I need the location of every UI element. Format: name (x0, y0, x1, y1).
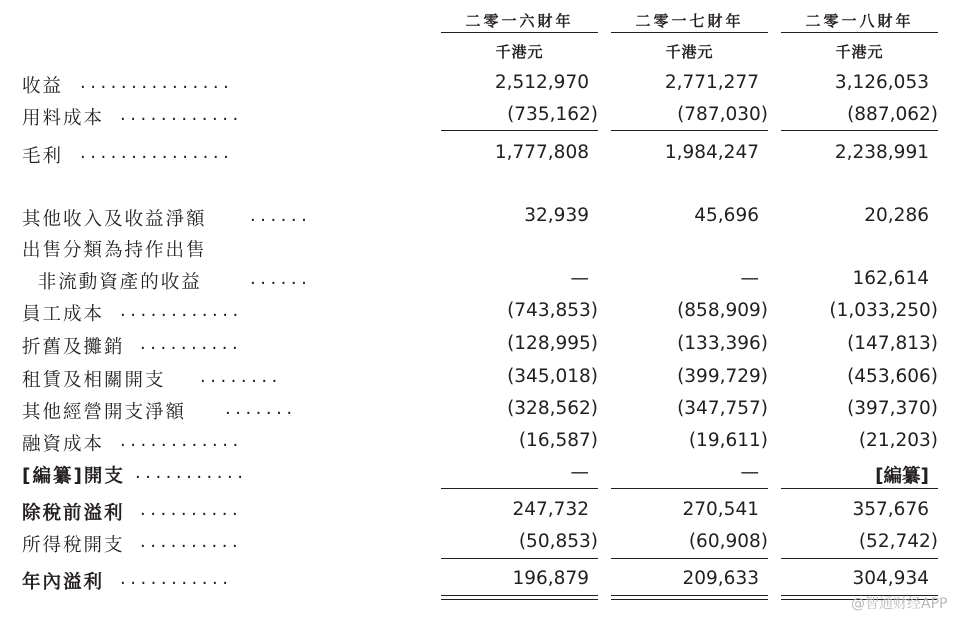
value-fy2017: (60,908) (688, 531, 768, 552)
subtotal-rule (781, 130, 938, 131)
value-fy2017: (858,909) (677, 300, 768, 321)
value-fy2016: 1,777,808 (494, 142, 589, 163)
row-label: 融資成本 (22, 434, 105, 455)
subtotal-rule (441, 130, 598, 131)
value-fy2016: (328,562) (507, 398, 598, 419)
header-rule (611, 32, 768, 33)
value-fy2017: 209,633 (682, 568, 759, 589)
value-fy2018: 304,934 (852, 568, 929, 589)
watermark: @智通财经APP (851, 596, 948, 612)
col-header-fy2018: 二零一八財年 (805, 12, 914, 30)
value-fy2017: (787,030) (677, 104, 768, 125)
leader-dots: ............... (80, 142, 234, 163)
row-label: 用料成本 (22, 108, 105, 129)
value-fy2016: (128,995) (507, 333, 598, 354)
value-fy2018: 162,614 (852, 268, 929, 289)
row-label: 出售分類為持作出售 (22, 240, 207, 261)
subtotal-rule (611, 558, 768, 559)
value-fy2016: (743,853) (507, 300, 598, 321)
col-unit-fy2017: 千港元 (665, 43, 714, 61)
value-fy2018: (52,742) (858, 531, 938, 552)
leader-dots: ....... (225, 398, 297, 419)
value-fy2018: 2,238,991 (834, 142, 929, 163)
value-fy2018: (147,813) (847, 333, 938, 354)
value-fy2018: 357,676 (852, 499, 929, 520)
value-fy2017: (347,757) (677, 398, 768, 419)
row-label: 非流動資產的收益 (22, 272, 202, 293)
leader-dots: ............ (120, 430, 243, 451)
leader-dots: .......... (140, 531, 243, 552)
row-label: 毛利 (22, 146, 64, 167)
value-fy2018: (887,062) (847, 104, 938, 125)
row-label: 其他經營開支淨額 (22, 402, 187, 423)
value-fy2017: 1,984,247 (664, 142, 759, 163)
row-label: 除稅前溢利 (22, 503, 125, 524)
leader-dots: ...... (250, 205, 312, 226)
value-fy2016: (735,162) (507, 104, 598, 125)
col-unit-fy2018: 千港元 (835, 43, 884, 61)
total-double-rule (441, 595, 598, 600)
value-fy2018: (397,370) (847, 398, 938, 419)
value-fy2016: 2,512,970 (494, 72, 589, 93)
subtotal-rule (611, 488, 768, 489)
header-rule (441, 32, 598, 33)
value-fy2017: — (740, 268, 759, 289)
row-label: 租賃及相關開支 (22, 370, 166, 391)
row-label: 員工成本 (22, 304, 105, 325)
row-label: 收益 (22, 76, 64, 97)
value-fy2017: (19,611) (688, 430, 768, 451)
subtotal-rule (611, 130, 768, 131)
row-label: 折舊及攤銷 (22, 337, 125, 358)
value-fy2017: (399,729) (677, 366, 768, 387)
value-fy2016: (16,587) (518, 430, 598, 451)
leader-dots: ........... (135, 462, 248, 483)
value-fy2017: 270,541 (682, 499, 759, 520)
col-header-fy2017: 二零一七財年 (635, 12, 744, 30)
value-fy2016: — (570, 268, 589, 289)
subtotal-rule (781, 488, 938, 489)
value-fy2017: 45,696 (694, 205, 759, 226)
value-fy2018: (1,033,250) (829, 300, 938, 321)
value-fy2017: (133,396) (677, 333, 768, 354)
total-double-rule (611, 595, 768, 600)
value-fy2018: (21,203) (858, 430, 938, 451)
leader-dots: ........ (200, 366, 282, 387)
row-label: 其他收入及收益淨額 (22, 209, 207, 230)
value-fy2016: (50,853) (518, 531, 598, 552)
header-rule (781, 32, 938, 33)
leader-dots: ............ (120, 104, 243, 125)
value-fy2016: 196,879 (512, 568, 589, 589)
value-fy2018: 20,286 (864, 205, 929, 226)
subtotal-rule (781, 558, 938, 559)
leader-dots: .......... (140, 333, 243, 354)
value-fy2016: (345,018) (507, 366, 598, 387)
leader-dots: ............... (80, 72, 234, 93)
value-fy2016: — (570, 462, 589, 483)
subtotal-rule (441, 558, 598, 559)
leader-dots: ............ (120, 300, 243, 321)
leader-dots: ...... (250, 268, 312, 289)
leader-dots: ........... (120, 568, 233, 589)
row-label: [編纂]開支 (22, 466, 125, 487)
subtotal-rule (441, 488, 598, 489)
value-fy2018: (453,606) (847, 366, 938, 387)
value-fy2016: 32,939 (524, 205, 589, 226)
value-fy2017: 2,771,277 (664, 72, 759, 93)
value-fy2016: 247,732 (512, 499, 589, 520)
row-label: 所得稅開支 (22, 535, 125, 556)
row-label: 年內溢利 (22, 572, 105, 593)
value-fy2018: [編纂] (875, 466, 929, 487)
leader-dots: .......... (140, 499, 243, 520)
col-header-fy2016: 二零一六財年 (465, 12, 574, 30)
value-fy2018: 3,126,053 (834, 72, 929, 93)
col-unit-fy2016: 千港元 (495, 43, 544, 61)
value-fy2017: — (740, 462, 759, 483)
